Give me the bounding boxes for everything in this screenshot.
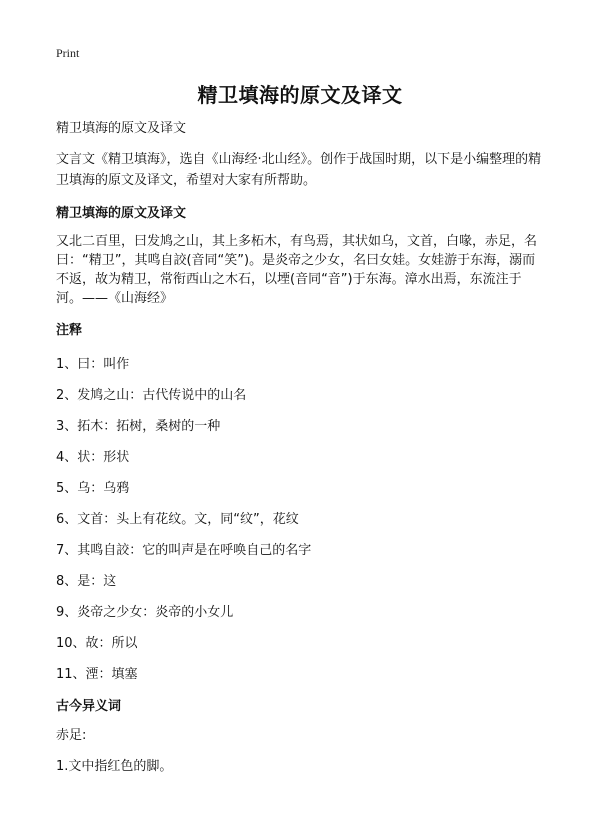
notes-list	[56, 349, 546, 690]
note-item: 5、乌：乌鸦	[56, 481, 130, 496]
document-subtitle: 精卫填海的原文及译文	[56, 121, 187, 136]
section-heading-notes: 注释	[56, 323, 83, 338]
section-heading-original: 精卫填海的原文及译文	[56, 206, 187, 221]
word-shift-meaning: 1.文中指红色的脚。	[56, 759, 173, 774]
page-title: 精卫填海的原文及译文	[197, 83, 403, 107]
word-shift-term: 赤足:	[56, 728, 87, 743]
print-label: Print	[56, 46, 80, 60]
document-body	[56, 118, 546, 777]
note-item: 11、湮：填塞	[56, 667, 138, 682]
note-item: 10、故：所以	[56, 636, 138, 651]
note-item: 7、其鸣自詨：它的叫声是在呼唤自己的名字	[56, 543, 312, 558]
original-text-paragraph: 又北二百里，曰发鸠之山，其上多柘木，有鸟焉，其状如乌，文首，白喙，赤足，名曰：“精卫”，其鸣自詨(音同“笑”)。是炎帝之少女，名曰女娃。女娃游于东海，溺而不返，故为精卫，常衔西山之木石，以堙(音同“音”)于东海。漳水出焉，东流注于河。——《山海经》	[56, 234, 538, 306]
note-item: 1、曰：叫作	[56, 357, 130, 372]
note-item: 9、炎帝之少女：炎帝的小女儿	[56, 605, 234, 620]
intro-paragraph: 文言文《精卫填海》，选自《山海经·北山经》。创作于战国时期，以下是小编整理的精卫填海的原文及译文，希望对大家有所帮助。	[56, 152, 542, 188]
note-item: 4、状：形状	[56, 450, 130, 465]
section-heading-word-shift: 古今异义词	[56, 699, 122, 714]
note-item: 8、是：这	[56, 574, 117, 589]
note-item: 2、发鸠之山：古代传说中的山名	[56, 388, 247, 403]
note-item: 3、拓木：拓树，桑树的一种	[56, 419, 221, 434]
note-item: 6、文首：头上有花纹。文，同“纹”，花纹	[56, 512, 299, 527]
